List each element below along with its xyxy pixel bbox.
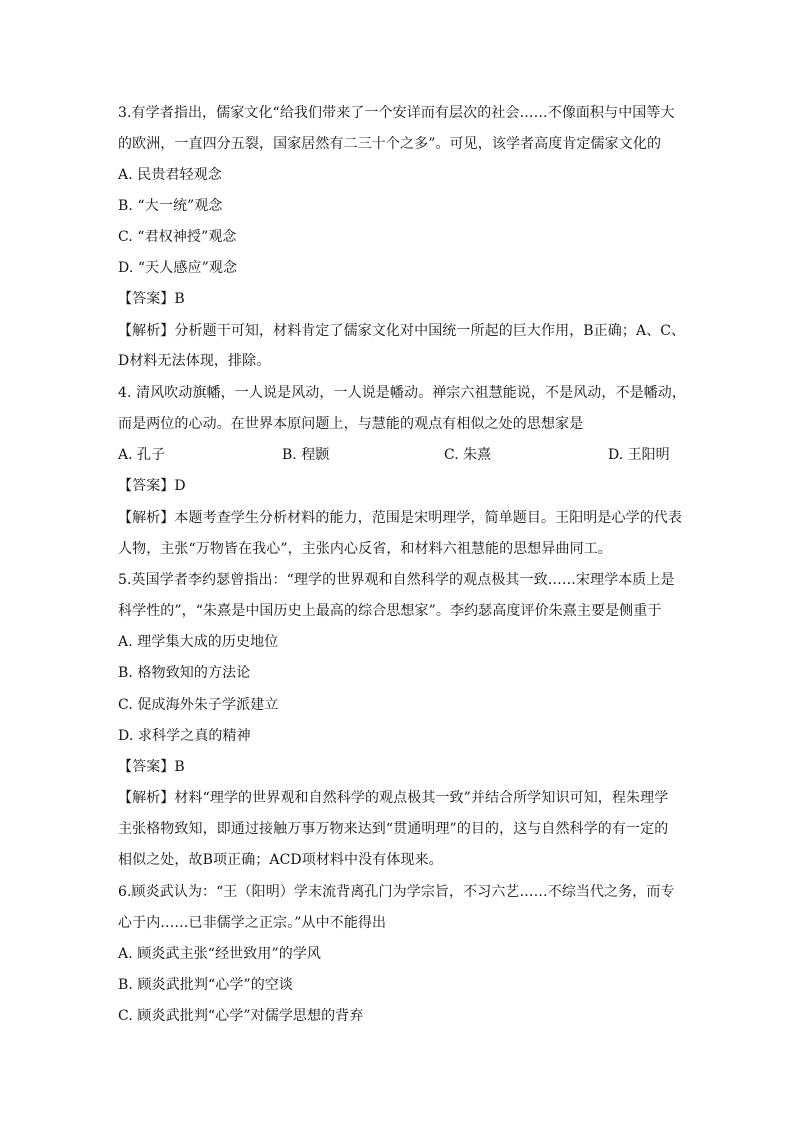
q3-option-d: D. “天人感应”观念 — [118, 260, 238, 276]
q6-stem-line-2: 心于内……已非儒学之正宗。”从中不能得出 — [118, 915, 387, 931]
q5-option-b: B. 格物致知的方法论 — [118, 665, 251, 681]
q4-stem-line-2: 而是两位的心动。在世界本原问题上，与慧能的观点有相似之处的思想家是 — [118, 416, 584, 432]
q5-option-c: C. 促成海外朱子学派建立 — [118, 697, 279, 713]
q6-option-c: C. 顾炎武批判“心学”对儒学思想的背弃 — [118, 1008, 364, 1024]
q3-answer: 【答案】B — [118, 291, 185, 307]
q5-stem-line-2: 科学性的”，“朱熹是中国历史上最高的综合思想家”。李约瑟高度评价朱熹主要是侧重于 — [118, 603, 662, 619]
q3-option-c: C. “君权神授”观念 — [118, 229, 237, 245]
q4-answer: 【答案】D — [118, 478, 186, 494]
q6-option-b: B. 顾炎武批判“心学”的空谈 — [118, 977, 294, 993]
q4-analysis-line-1: 【解析】本题考查学生分析材料的能力，范围是宋明理学，简单题目。王阳明是心学的代表 — [118, 510, 682, 526]
q6-stem-line-1: 6.顾炎武认为：“王（阳明）学末流背离孔门为学宗旨，不习六艺……不综当代之务，而专 — [118, 884, 675, 900]
q5-answer: 【答案】B — [118, 759, 185, 775]
q5-analysis-line-3: 相似之处，故B项正确；ACD项材料中没有体现来。 — [118, 852, 443, 868]
q6-option-a: A. 顾炎武主张“经世致用”的学风 — [118, 946, 322, 962]
q4-option-a: A. 孔子 — [118, 447, 166, 463]
q3-stem-line-2: 的欧洲，一直四分五裂，国家居然有二三十个之多”。可见，该学者高度肯定儒家文化的 — [118, 136, 662, 152]
q3-option-a: A. 民贵君轻观念 — [118, 167, 222, 183]
q5-analysis-line-2: 主张格物致知，即通过接触万事万物来达到“贯通明理”的目的，这与自然科学的有一定的 — [118, 821, 669, 837]
q3-option-b: B. “大一统”观念 — [118, 198, 223, 214]
q5-option-d: D. 求科学之真的精神 — [118, 728, 251, 744]
q4-option-b: B. 程颢 — [282, 447, 330, 463]
q4-analysis-line-2: 人物，主张“万物皆在我心”，主张内心反省，和材料六祖慧能的思想异曲同工。 — [118, 541, 612, 557]
q3-analysis-line-1: 【解析】分析题干可知，材料肯定了儒家文化对中国统一所起的巨大作用，B正确；A、C、 — [118, 323, 686, 339]
q3-analysis-line-2: D材料无法体现，排除。 — [118, 353, 271, 369]
q5-analysis-line-1: 【解析】材料“理学的世界观和自然科学的观点极其一致”并结合所学知识可知，程朱理学 — [118, 790, 669, 806]
q4-option-c: C. 朱熹 — [444, 447, 492, 463]
q5-option-a: A. 理学集大成的历史地位 — [118, 634, 279, 650]
q3-stem-line-1: 3.有学者指出，儒家文化“给我们带来了一个安详而有层次的社会……不像面积与中国等大 — [118, 105, 675, 121]
q4-option-d: D. 王阳明 — [608, 447, 670, 463]
q4-stem-line-1: 4. 清风吹动旗幡，一人说是风动，一人说是幡动。禅宗六祖慧能说，不是风动，不是幡动， — [118, 385, 687, 401]
q5-stem-line-1: 5.英国学者李约瑟曾指出：“理学的世界观和自然科学的观点极其一致……宋理学本质上是 — [118, 572, 675, 588]
